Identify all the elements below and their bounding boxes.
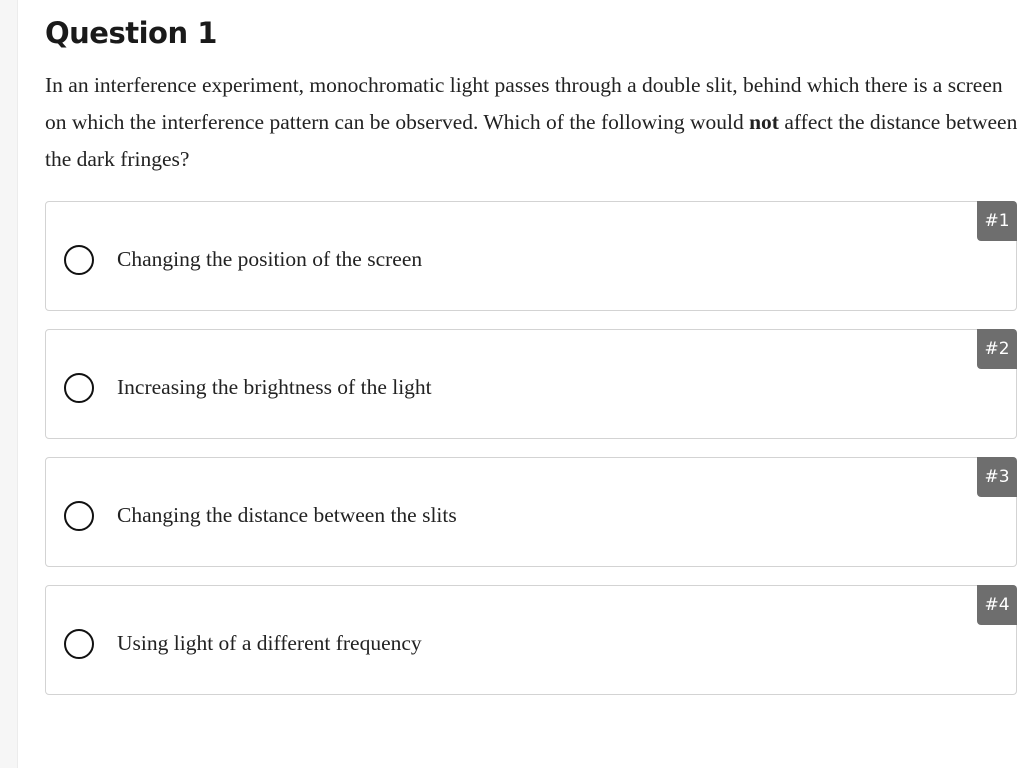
answer-option-1[interactable]: [45, 201, 1017, 311]
option-number-badge: #1: [977, 201, 1017, 241]
prompt-text-after: affect the distance between the dark fringes?: [45, 110, 1018, 171]
radio-icon[interactable]: [64, 373, 94, 403]
answer-option-label: Changing the distance between the slits: [117, 503, 457, 527]
option-number-badge: #4: [977, 585, 1017, 625]
option-number-badge: #2: [977, 329, 1017, 369]
answer-option-3[interactable]: [45, 457, 1017, 567]
left-rail: [0, 0, 18, 768]
radio-icon[interactable]: [64, 629, 94, 659]
answer-option-2[interactable]: [45, 329, 1017, 439]
answer-option-label: Increasing the brightness of the light: [117, 375, 432, 399]
radio-icon[interactable]: [64, 245, 94, 275]
answer-option-label: Changing the position of the screen: [117, 247, 423, 271]
radio-icon[interactable]: [64, 501, 94, 531]
question-prompt: [45, 67, 1023, 178]
answer-option-label: Using light of a different frequency: [117, 631, 422, 655]
option-number-badge: #3: [977, 457, 1017, 497]
prompt-text-before: In an interference experiment, monochromatic light passes through a double slit, behind which there is a screen on which the interference pattern can be observed. Which of the following would: [45, 73, 1003, 134]
prompt-emphasis: not: [749, 110, 779, 134]
question-title: Question 1: [45, 16, 217, 50]
answer-option-4[interactable]: [45, 585, 1017, 695]
